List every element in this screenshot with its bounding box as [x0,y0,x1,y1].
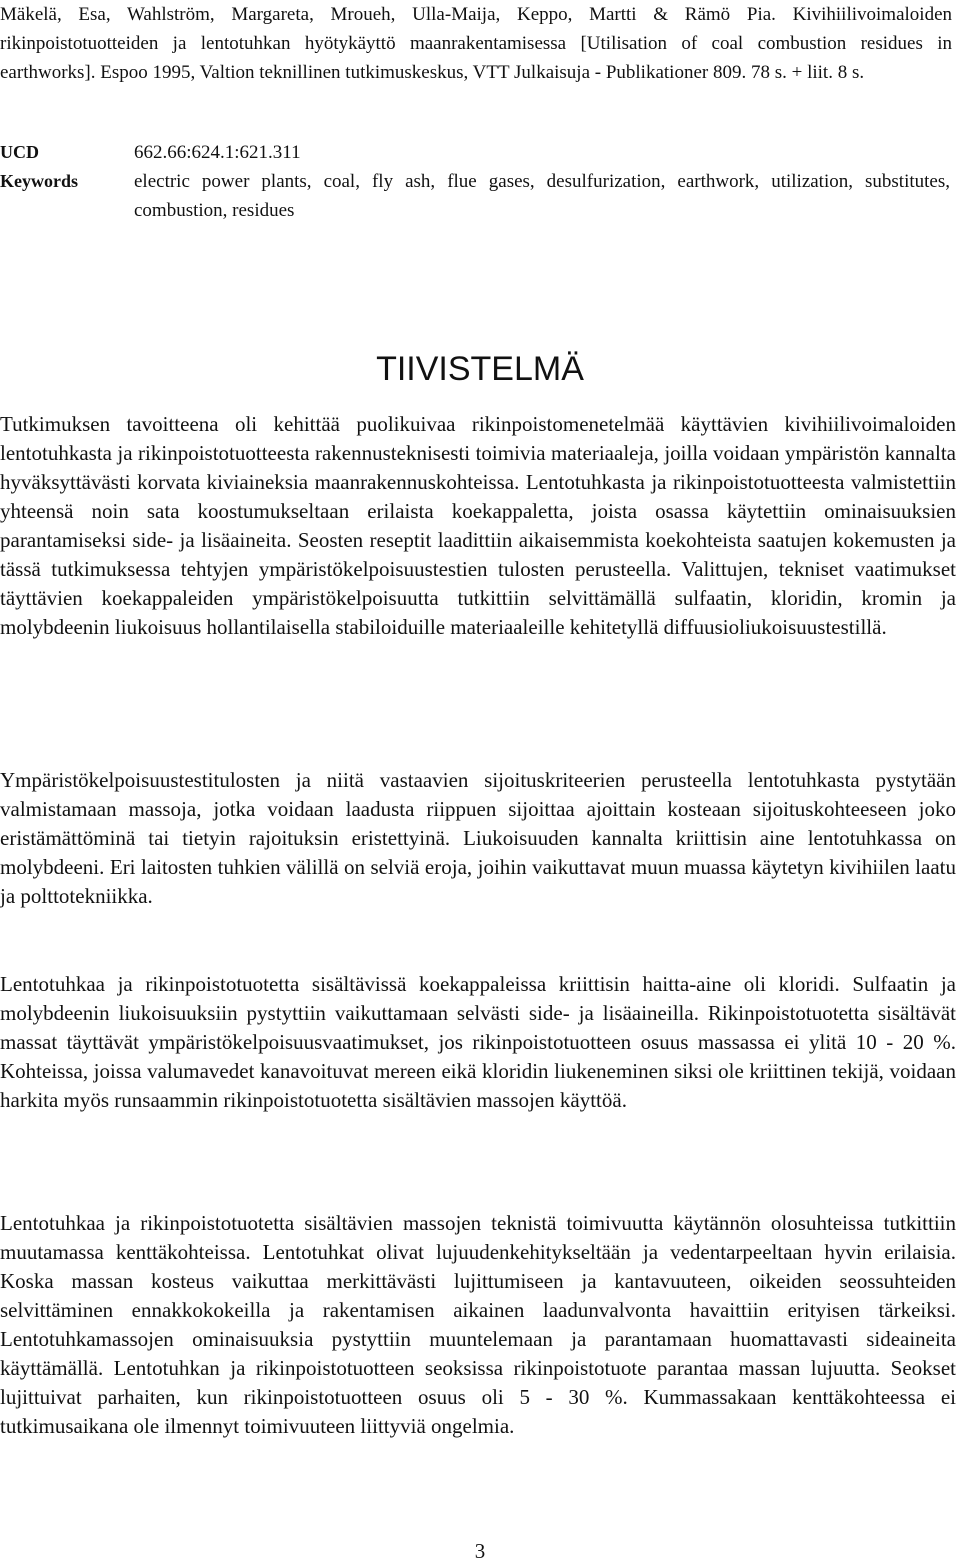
keywords-label: Keywords [0,171,78,191]
ucd-label: UCD [0,142,39,162]
keywords-value: electric power plants, coal, fly ash, flue gases, desulfurization, earthwork, utilization, substitutes, combustion, residues [134,171,950,221]
abstract-paragraph: Ympäristökelpoisuustestitulosten ja niitä vastaavien sijoituskriteerien perusteella lentotuhkasta pystytään valmistamaan massoja, jotka voidaan laadusta riippuen sijoittaa ajoittain kosteaan sijoituskohteeseen joko eristämättöminä tai tietyin rajoituksin eristettyinä. Liukoisuuden kannalta kriittisin aine lentotuhkassa on molybdeeni. Eri laitosten tuhkien välillä on selviä eroja, joihin vaikuttavat muun muassa käytetyn kivihiilen laatu ja polttotekniikka. [0,768,956,908]
abstract-paragraph: Lentotuhkaa ja rikinpoistotuotetta sisältävien massojen teknistä toimivuutta käytännön olosuhteissa tutkittiin muutamassa kenttäkohteissa. Lentotuhkat olivat lujuudenkehitykseltään ja vedentarpeeltaan hyvin erilaisia. Koska massan kosteus vaikuttaa merkittävästi lujittumiseen ja kantavuuteen, oikeiden seossuhteiden selvittäminen ennakkokokeilla ja rakentamisen aikainen laadunvalvonta havaittiin erityisen tärkeiksi. Lentotuhkamassojen ominaisuuksia pystyttiin muuntelemaan ja parantamaan huomattavasti sideaineita käyttämällä. Lentotuhkan ja rikinpoistotuotteen seoksissa rikinpoistotuote parantaa massan lujuutta. Seokset lujittuivat parhaiten, kun rikinpoistotuotteen osuus oli 5 - 30 %. Kummassakaan kenttäkohteessa ei tutkimusaikana ole ilmennyt toimivuuteen liittyviä ongelmia. [0,1211,956,1438]
abstract-heading: TIIVISTELMÄ [376,350,584,388]
page-number: 3 [474,1539,486,1563]
ucd-value: 662.66:624.1:621.311 [134,142,301,163]
abstract-paragraph: Tutkimuksen tavoitteena oli kehittää puolikuivaa rikinpoistomenetelmää käyttävien kivihiilivoimaloiden lentotuhkasta ja rikinpoistotuotteesta rakennusteknisesti toimivia materiaaleja, joilla voidaan ympäristön kannalta hyväksyttävästi korvata kiviaineksia maanrakennuskohteissa. Lentotuhkasta ja rikinpoistotuotteesta valmistettiin yhteensä noin sata koostumukseltaan erilaista koekappaletta, joista osassa käytettiin ominaisuuksien parantamiseksi side- ja lisäaineita. Seosten reseptit laadittiin aikaisemmista koekohteista saatujen kokemusten ja tässä tutkimuksessa tehtyjen ympäristökelpoisuustestien tulosten perusteella. Valittujen, tekniset vaatimukset täyttävien koekappaleiden ympäristökelpoisuutta tutkittiin selvittämällä sulfaatin, kloridin, kromin ja molybdeenin liukoisuus hollantilaisella stabiloiduille materiaaleille kehitetyllä diffuusioliukoisuustestillä. [0,412,956,639]
abstract-paragraph: Lentotuhkaa ja rikinpoistotuotetta sisältävissä koekappaleissa kriittisin haitta-aine oli kloridi. Sulfaatin ja molybdeenin liukoisuuksiin pystyttiin vaikuttamaan selvästi side- ja lisäaineilla. Rikinpoistotuotetta sisältävät massat täyttävät ympäristökelpoisuusvaatimukset, jos rikinpoistotuotteen osuus massassa ei ylitä 10 - 20 %. Kohteissa, joissa valumavedet kanavoituvat mereen eikä kloridin liukeneminen siksi ole kriittinen tekijä, voidaan harkita myös runsaammin rikinpoistotuotetta sisältävien massojen käyttöä. [0,972,956,1112]
bibliographic-reference: Mäkelä, Esa, Wahlström, Margareta, Mroueh, Ulla-Maija, Keppo, Martti & Rämö Pia. Kivihiilivoimaloiden rikinpoistotuotteiden ja lentotuhkan hyötykäyttö maanrakentamisessa [Utilisation of coal combustion residues in earthworks]. Espoo 1995, Valtion teknillinen tutkimuskeskus, VTT Julkaisuja - Publikationer 809. 78 s. + liit. 8 s. [0,4,952,83]
